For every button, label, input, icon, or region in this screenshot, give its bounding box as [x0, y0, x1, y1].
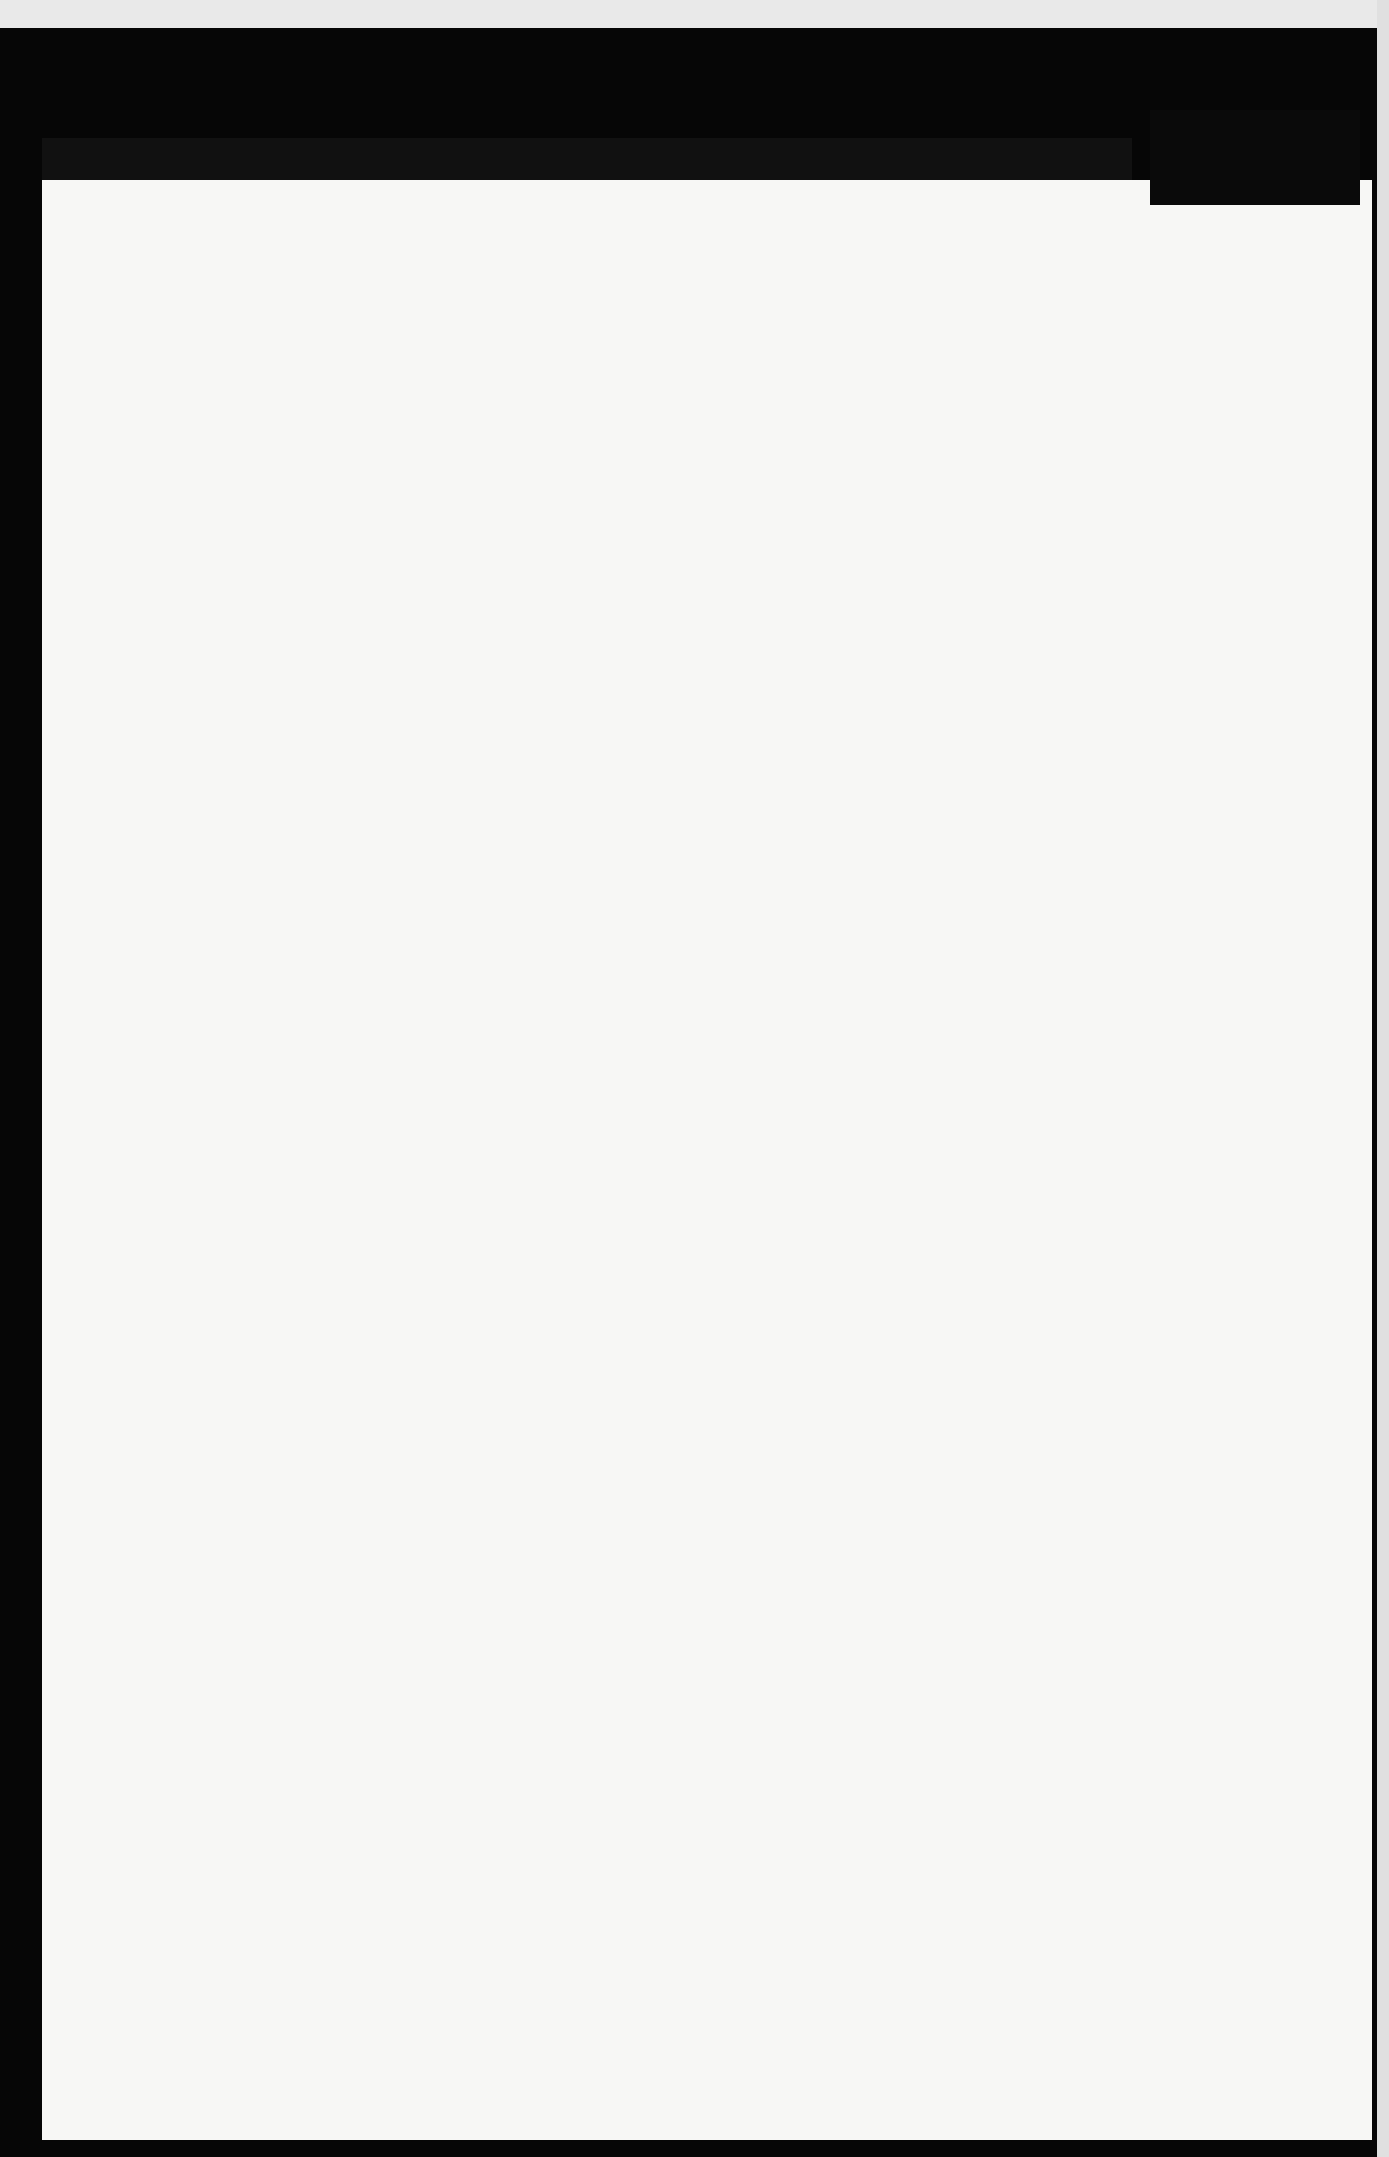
scan-top-edge: [0, 0, 1389, 28]
page-top-shadow: [42, 138, 1132, 180]
page-corner-shadow: [1150, 110, 1360, 205]
scan-right-edge: [1377, 0, 1389, 2157]
document-page: [42, 180, 1372, 2140]
